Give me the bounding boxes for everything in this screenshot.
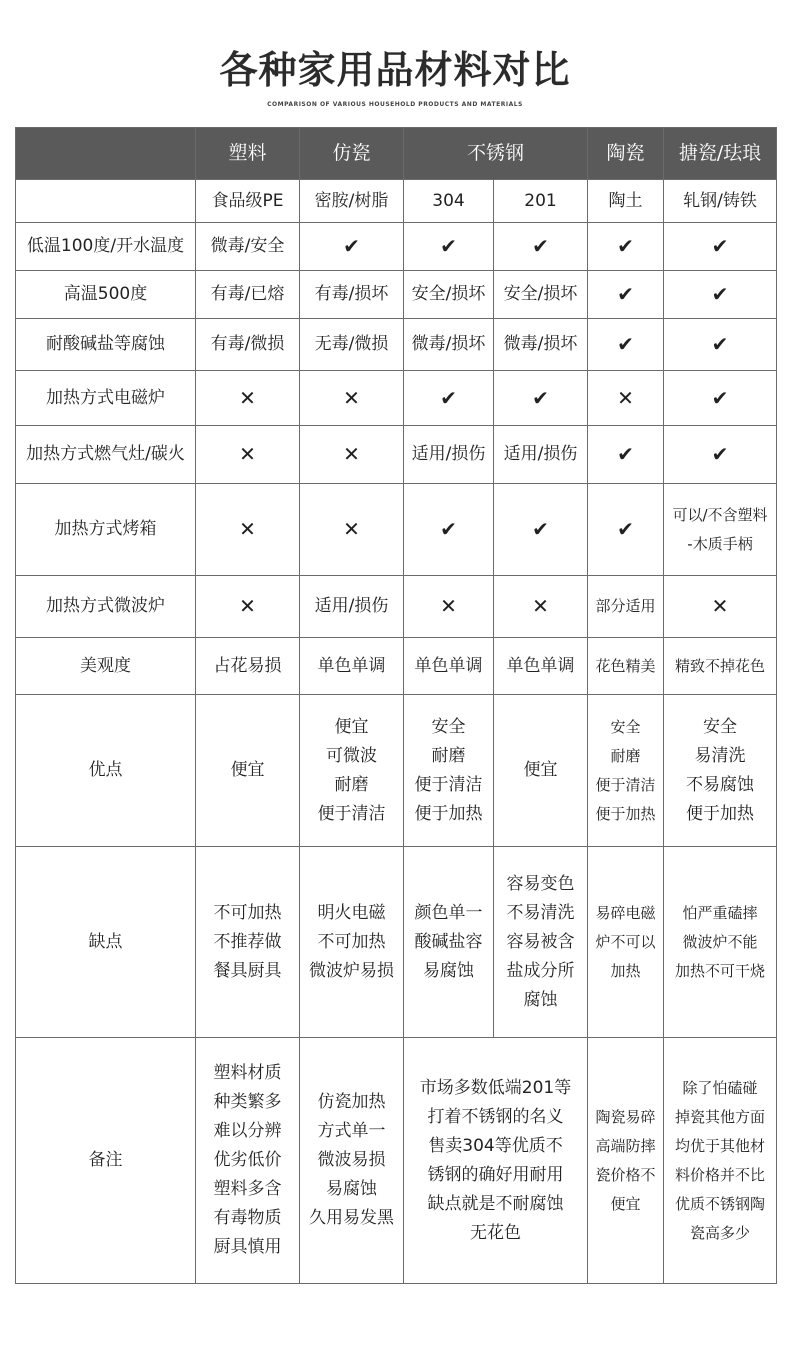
cell-line: 容易被含 [506, 931, 575, 952]
check-icon: ✔ [404, 223, 494, 271]
cross-icon: ✕ [196, 576, 300, 638]
cell-line: 便于加热 [686, 803, 755, 824]
cell-plastic [196, 1038, 300, 1284]
cell-304: 微毒/损坏 [404, 319, 494, 371]
row-label: 低温100度/开水温度 [16, 223, 196, 271]
cell-line: 便于清洁 [414, 774, 483, 795]
cell-plastic [196, 695, 300, 847]
cell-enamel [664, 695, 777, 847]
cross-icon: ✕ [196, 371, 300, 426]
row-label: 加热方式燃气灶/碳火 [16, 426, 196, 484]
cell-enamel: 精致不掉花色 [664, 638, 777, 695]
cross-icon: ✕ [196, 426, 300, 484]
cell-stainless [404, 1038, 588, 1284]
comparison-table [15, 127, 777, 1284]
cell-line: 怕严重磕摔 [682, 903, 758, 922]
cell-line: 久用易发黑 [309, 1208, 394, 1228]
cell-line: 瓷高多少 [690, 1223, 751, 1242]
cell-line: 市场多数低端201等 [419, 1077, 572, 1098]
header-stainless-steel: 不锈钢 [404, 128, 588, 180]
cell-line: 不可加热 [213, 902, 282, 923]
check-icon: ✔ [300, 223, 404, 271]
cell-line: 腐蚀 [523, 989, 558, 1010]
cell-304: 单色单调 [404, 638, 494, 695]
cell-line: 可微波 [326, 745, 377, 766]
row-pros [16, 695, 777, 847]
cell-line: 不易清洗 [506, 902, 575, 923]
check-icon: ✔ [664, 271, 777, 319]
cell-line: 微波炉易损 [309, 960, 394, 981]
cell-line: 易腐蚀 [326, 1179, 377, 1199]
cell-imitation: 适用/损伤 [300, 576, 404, 638]
material-304: 304 [404, 180, 494, 223]
cell-line: 便于清洁 [595, 775, 656, 794]
header-ceramic: 陶瓷 [588, 128, 664, 180]
header-row [16, 128, 777, 180]
row-corrosion [16, 319, 777, 371]
cell-line: 陶瓷易碎 [595, 1107, 656, 1126]
cell-imitation: 有毒/损坏 [300, 271, 404, 319]
cell-line: 颜色单一 [414, 902, 483, 923]
cell-imitation [300, 1038, 404, 1284]
cell-plastic [196, 847, 300, 1038]
cell-line: 有毒物质 [213, 1208, 282, 1228]
check-icon: ✔ [494, 223, 588, 271]
check-icon: ✔ [588, 223, 664, 271]
cross-icon: ✕ [494, 576, 588, 638]
cell-line: 微波炉不能 [682, 932, 758, 951]
cell-line: 仿瓷加热 [317, 1092, 386, 1112]
row-label: 加热方式微波炉 [16, 576, 196, 638]
cell-line: 优质不锈钢陶 [675, 1194, 766, 1213]
row-label: 缺点 [16, 847, 196, 1038]
check-icon: ✔ [664, 319, 777, 371]
cell-line: 掉瓷其他方面 [675, 1107, 766, 1126]
cell-imitation [300, 847, 404, 1038]
cell-line: 高端防摔 [595, 1136, 656, 1155]
cell-201 [494, 847, 588, 1038]
cell-line: 微波易损 [317, 1150, 386, 1170]
cell-line: 锈钢的确好用耐用 [427, 1164, 564, 1185]
cell-line: 明火电磁 [317, 902, 386, 923]
page-subtitle: COMPARISON OF VARIOUS HOUSEHOLD PRODUCTS AND MATERIALS [267, 101, 523, 108]
cell-line: 耐磨 [431, 745, 466, 766]
row-appearance [16, 638, 777, 695]
check-icon: ✔ [664, 371, 777, 426]
cell-line: 容易变色 [506, 873, 575, 894]
material-enamel: 轧钢/铸铁 [664, 180, 777, 223]
cell-line: 酸碱盐容 [414, 931, 483, 952]
cross-icon: ✕ [300, 484, 404, 576]
check-icon: ✔ [494, 484, 588, 576]
cell-304 [404, 847, 494, 1038]
header-plastic: 塑料 [196, 128, 300, 180]
cell-line: 便于加热 [414, 803, 483, 824]
cell-201: 适用/损伤 [494, 426, 588, 484]
cell-line: 缺点就是不耐腐蚀 [427, 1193, 564, 1214]
cell-201: 安全/损坏 [494, 271, 588, 319]
cell-201: 微毒/损坏 [494, 319, 588, 371]
check-icon: ✔ [404, 484, 494, 576]
material-row-label [16, 180, 196, 223]
row-label: 优点 [16, 695, 196, 847]
cell-line: 便宜 [334, 716, 369, 737]
cell-line: 塑料材质 [213, 1063, 282, 1083]
check-icon: ✔ [404, 371, 494, 426]
cell-line: 打着不锈钢的名义 [427, 1106, 564, 1127]
cell-line: 均优于其他材 [675, 1136, 766, 1155]
cell-imitation [300, 695, 404, 847]
material-row [16, 180, 777, 223]
cell-line: 可以/不含塑料 [672, 505, 768, 524]
cross-icon: ✕ [664, 576, 777, 638]
page-title: 各种家用品材料对比 [219, 48, 571, 92]
check-icon: ✔ [664, 223, 777, 271]
cell-line: 安全 [610, 717, 641, 736]
cross-icon: ✕ [588, 371, 664, 426]
header-corner [16, 128, 196, 180]
header-enamel: 搪瓷/珐琅 [664, 128, 777, 180]
cell-enamel [664, 847, 777, 1038]
row-induction [16, 371, 777, 426]
cell-line: 便宜 [523, 760, 558, 780]
row-label: 备注 [16, 1038, 196, 1284]
cell-line: 炉不可以 [595, 932, 656, 951]
cell-line: 售卖304等优质不 [428, 1135, 563, 1156]
cell-imitation: 单色单调 [300, 638, 404, 695]
cell-line: 盐成分所 [506, 960, 575, 981]
cell-line: 安全 [431, 716, 466, 737]
cell-line: 无花色 [470, 1222, 521, 1243]
row-high-temp [16, 271, 777, 319]
check-icon: ✔ [494, 371, 588, 426]
cell-line: 便于清洁 [317, 803, 386, 824]
cross-icon: ✕ [300, 371, 404, 426]
cell-line: 加热不可干烧 [675, 961, 766, 980]
cell-line: 便宜 [610, 1194, 641, 1213]
cell-line: 不推荐做 [213, 931, 282, 952]
cell-line: 安全 [703, 716, 738, 737]
cell-line: 除了怕磕碰 [682, 1078, 758, 1097]
cell-line: 易腐蚀 [423, 960, 474, 981]
row-label: 加热方式烤箱 [16, 484, 196, 576]
cell-line: 耐磨 [334, 774, 369, 795]
cell-ceramic: 花色精美 [588, 638, 664, 695]
cell-ceramic [588, 695, 664, 847]
cell-304: 安全/损坏 [404, 271, 494, 319]
row-label: 高温500度 [16, 271, 196, 319]
cell-plastic: 有毒/已熔 [196, 271, 300, 319]
cell-201 [494, 695, 588, 847]
material-201: 201 [494, 180, 588, 223]
cell-201: 单色单调 [494, 638, 588, 695]
cell-line: 种类繁多 [213, 1092, 282, 1112]
cell-enamel [664, 1038, 777, 1284]
cell-ceramic: 部分适用 [588, 576, 664, 638]
cell-line: 便宜 [230, 760, 265, 780]
cell-304 [404, 695, 494, 847]
cell-line: 便于加热 [595, 804, 656, 823]
cross-icon: ✕ [404, 576, 494, 638]
cross-icon: ✕ [196, 484, 300, 576]
cell-line: 塑料多含 [213, 1179, 282, 1199]
cell-line: 难以分辨 [213, 1121, 282, 1141]
row-cons [16, 847, 777, 1038]
material-ceramic: 陶土 [588, 180, 664, 223]
cell-line: 餐具厨具 [213, 960, 282, 981]
cell-line: 加热 [610, 961, 641, 980]
material-imitation: 密胺/树脂 [300, 180, 404, 223]
cell-line: 料价格并不比 [675, 1165, 766, 1184]
cell-ceramic [588, 847, 664, 1038]
cell-line: 易清洗 [694, 745, 746, 766]
cell-line: 易碎电磁 [595, 903, 656, 922]
cell-plastic: 微毒/安全 [196, 223, 300, 271]
cell-line: 方式单一 [317, 1121, 386, 1141]
cell-line: 优劣低价 [213, 1150, 282, 1170]
check-icon: ✔ [664, 426, 777, 484]
cell-enamel [664, 484, 777, 576]
cell-line: 厨具慎用 [213, 1237, 282, 1257]
row-label: 美观度 [16, 638, 196, 695]
cell-ceramic [588, 1038, 664, 1284]
row-label: 加热方式电磁炉 [16, 371, 196, 426]
cell-line: 瓷价格不 [595, 1165, 656, 1184]
check-icon: ✔ [588, 484, 664, 576]
header-imitation-porcelain: 仿瓷 [300, 128, 404, 180]
row-label: 耐酸碱盐等腐蚀 [16, 319, 196, 371]
row-notes [16, 1038, 777, 1284]
cell-304: 适用/损伤 [404, 426, 494, 484]
material-plastic: 食品级PE [196, 180, 300, 223]
row-microwave [16, 576, 777, 638]
row-oven [16, 484, 777, 576]
row-low-temp [16, 223, 777, 271]
check-icon: ✔ [588, 319, 664, 371]
row-gas [16, 426, 777, 484]
cell-line: 耐磨 [610, 746, 641, 765]
check-icon: ✔ [588, 426, 664, 484]
cross-icon: ✕ [300, 426, 404, 484]
cell-line: -木质手柄 [687, 534, 753, 553]
check-icon: ✔ [588, 271, 664, 319]
cell-line: 不可加热 [317, 931, 386, 952]
cell-imitation: 无毒/微损 [300, 319, 404, 371]
cell-plastic: 有毒/微损 [196, 319, 300, 371]
cell-line: 不易腐蚀 [686, 774, 755, 795]
cell-plastic: 占花易损 [196, 638, 300, 695]
